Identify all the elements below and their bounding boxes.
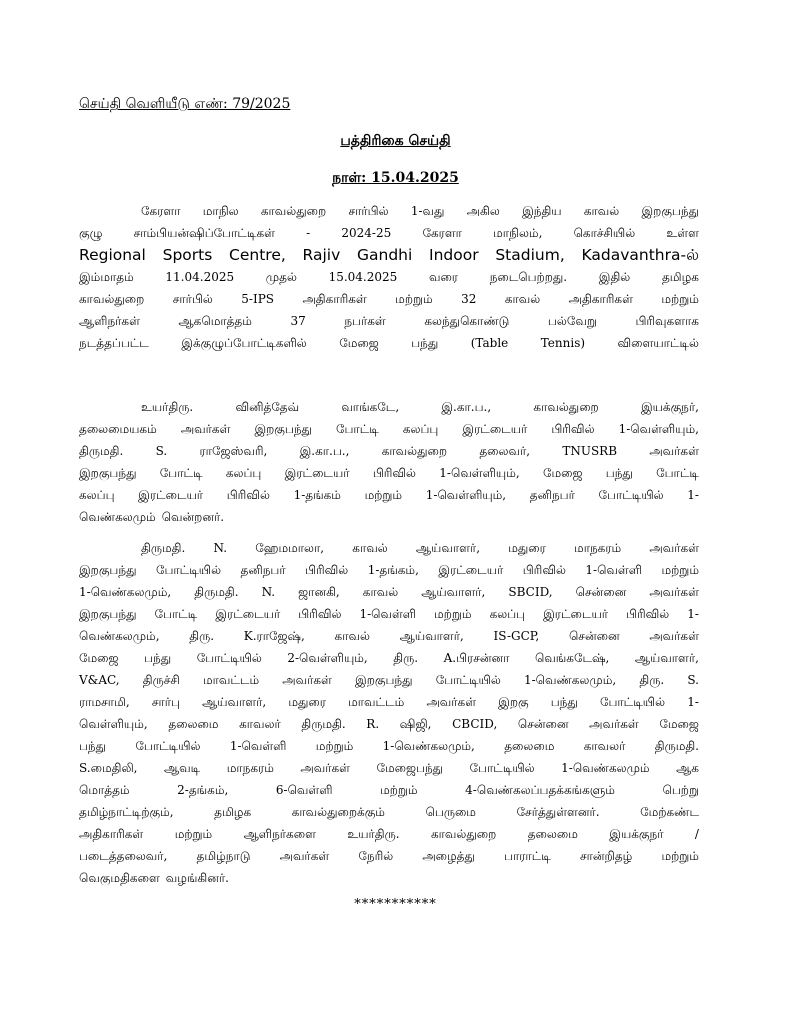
paragraph-line: வெள்ளியும், தலைமை காவலர் திருமதி. R. ஷிஜி, CBCID, சென்னை அவர்கள் மேஜை bbox=[79, 717, 699, 731]
paragraph-line: குழு சாம்பியன்ஷிப்போட்டிகள் - 2024-25 கேரளா மாநிலம், கொச்சியில் உள்ள bbox=[79, 226, 699, 240]
paragraph-1 bbox=[79, 200, 699, 354]
paragraph-line: வெகுமதிகளை வழங்கினர். bbox=[79, 871, 229, 885]
paragraph-line: வெண்கலமும், திரு. K.ராஜேஷ், காவல் ஆய்வாளர், IS-GCP, சென்னை அவர்கள் bbox=[79, 629, 699, 643]
paragraph-line: இறகுபந்து போட்டியில் தனிநபர் பிரிவில் 1-தங்கம், இரட்டையர் பிரிவில் 1-வெள்ளி மற்றும் bbox=[79, 563, 699, 577]
release-date: நாள்: 15.04.2025 bbox=[332, 170, 459, 186]
paragraph-line: V&AC, திருச்சி மாவட்டம் அவர்கள் இறகுபந்து போட்டியில் 1-வெண்கலமும், திரு. S. bbox=[79, 673, 699, 687]
paragraph-line: 1-வெண்கலமும், திருமதி. N. ஜானகி, காவல் ஆய்வாளர், SBCID, சென்னை அவர்கள் bbox=[79, 585, 699, 599]
paragraph-2 bbox=[79, 396, 699, 528]
document-title: பத்திரிகை செய்தி bbox=[340, 133, 451, 149]
paragraph-line: அதிகாரிகள் மற்றும் ஆளிநர்களை உயர்திரு. காவல்துறை தலைமை இயக்குநர் / bbox=[79, 827, 699, 841]
paragraph-line: ஆளிநர்கள் ஆகமொத்தம் 37 நபர்கள் கலந்துகொண்டு பல்வேறு பிரிவுகளாக bbox=[79, 314, 699, 328]
paragraph-line: திருமதி. S. ராஜேஸ்வரி, இ.கா.ப., காவல்துறை தலைவர், TNUSRB அவர்கள் bbox=[79, 444, 699, 458]
paragraph-line: வெண்கலமும் வென்றனர். bbox=[79, 510, 225, 524]
paragraph-line: நடத்தப்பட்ட இக்குழுப்போட்டிகளில் மேஜை பந்து (Table Tennis) விளையாட்டில் bbox=[79, 336, 699, 350]
paragraph-line: கலப்பு இரட்டையர் பிரிவில் 1-தங்கம் மற்றும் 1-வெள்ளியும், தனிநபர் போட்டியில் 1- bbox=[79, 488, 699, 502]
paragraph-line: காவல்துறை சார்பில் 5-IPS அதிகாரிகள் மற்றும் 32 காவல் அதிகாரிகள் மற்றும் bbox=[79, 292, 699, 306]
paragraph-line: இறகுபந்து போட்டி இரட்டையர் பிரிவில் 1-வெள்ளி மற்றும் கலப்பு இரட்டையர் பிரிவில் 1- bbox=[79, 607, 699, 621]
release-reference-number: செய்தி வெளியீடு எண்: 79/2025 bbox=[79, 96, 291, 112]
paragraph-line: S.மைதிலி, ஆவடி மாநகரம் அவர்கள் மேஜைபந்து போட்டியில் 1-வெண்கலமும் ஆக bbox=[79, 761, 699, 775]
paragraph-line: ராமசாமி, சார்பு ஆய்வாளர், மதுரை மாவட்டம் அவர்கள் இறகு பந்து போட்டியில் 1- bbox=[79, 695, 699, 709]
paragraph-line: படைத்தலைவர், தமிழ்நாடு அவர்கள் நேரில் அழைத்து பாராட்டி சான்றிதழ் மற்றும் bbox=[79, 849, 699, 863]
paragraph-line: தலைமையகம் அவர்கள் இறகுபந்து போட்டி கலப்பு இரட்டையர் பிரிவில் 1-வெள்ளியும், bbox=[79, 422, 699, 436]
paragraph-line: மொத்தம் 2-தங்கம், 6-வெள்ளி மற்றும் 4-வெண்கலப்பதக்கங்களும் பெற்று bbox=[79, 783, 699, 797]
paragraph-line: இறகுபந்து போட்டி கலப்பு இரட்டையர் பிரிவில் 1-வெள்ளியும், மேஜை பந்து போட்டி bbox=[79, 466, 699, 480]
paragraph-line: பந்து போட்டியில் 1-வெள்ளி மற்றும் 1-வெண்கலமும், தலைமை காவலர் திருமதி. bbox=[79, 739, 699, 753]
end-separator: *********** bbox=[354, 897, 437, 912]
paragraph-line: இம்மாதம் 11.04.2025 முதல் 15.04.2025 வரை நடைபெற்றது. இதில் தமிழக bbox=[79, 270, 699, 284]
paragraph-line: திருமதி. N. ஹேமமாலா, காவல் ஆய்வாளர், மதுரை மாநகரம் அவர்கள் bbox=[141, 541, 699, 555]
paragraph-3 bbox=[79, 537, 699, 889]
paragraph-line: தமிழ்நாட்டிற்கும், தமிழக காவல்துறைக்கும் பெருமை சேர்த்துள்ளனர். மேற்கண்ட bbox=[79, 805, 699, 819]
paragraph-line: உயர்திரு. வினித்தேவ் வாங்கடே, இ.கா.ப., காவல்துறை இயக்குநர், bbox=[141, 400, 699, 414]
paragraph-line: Regional Sports Centre, Rajiv Gandhi Indoor Stadium, Kadavanthra-ல் bbox=[79, 246, 699, 264]
paragraph-line: மேஜை பந்து போட்டியில் 2-வெள்ளியும், திரு. A.பிரசன்னா வெங்கடேஷ், ஆய்வாளர், bbox=[79, 651, 699, 665]
paragraph-line: கேரளா மாநில காவல்துறை சார்பில் 1-வது அகில இந்திய காவல் இறகுபந்து bbox=[141, 204, 699, 218]
